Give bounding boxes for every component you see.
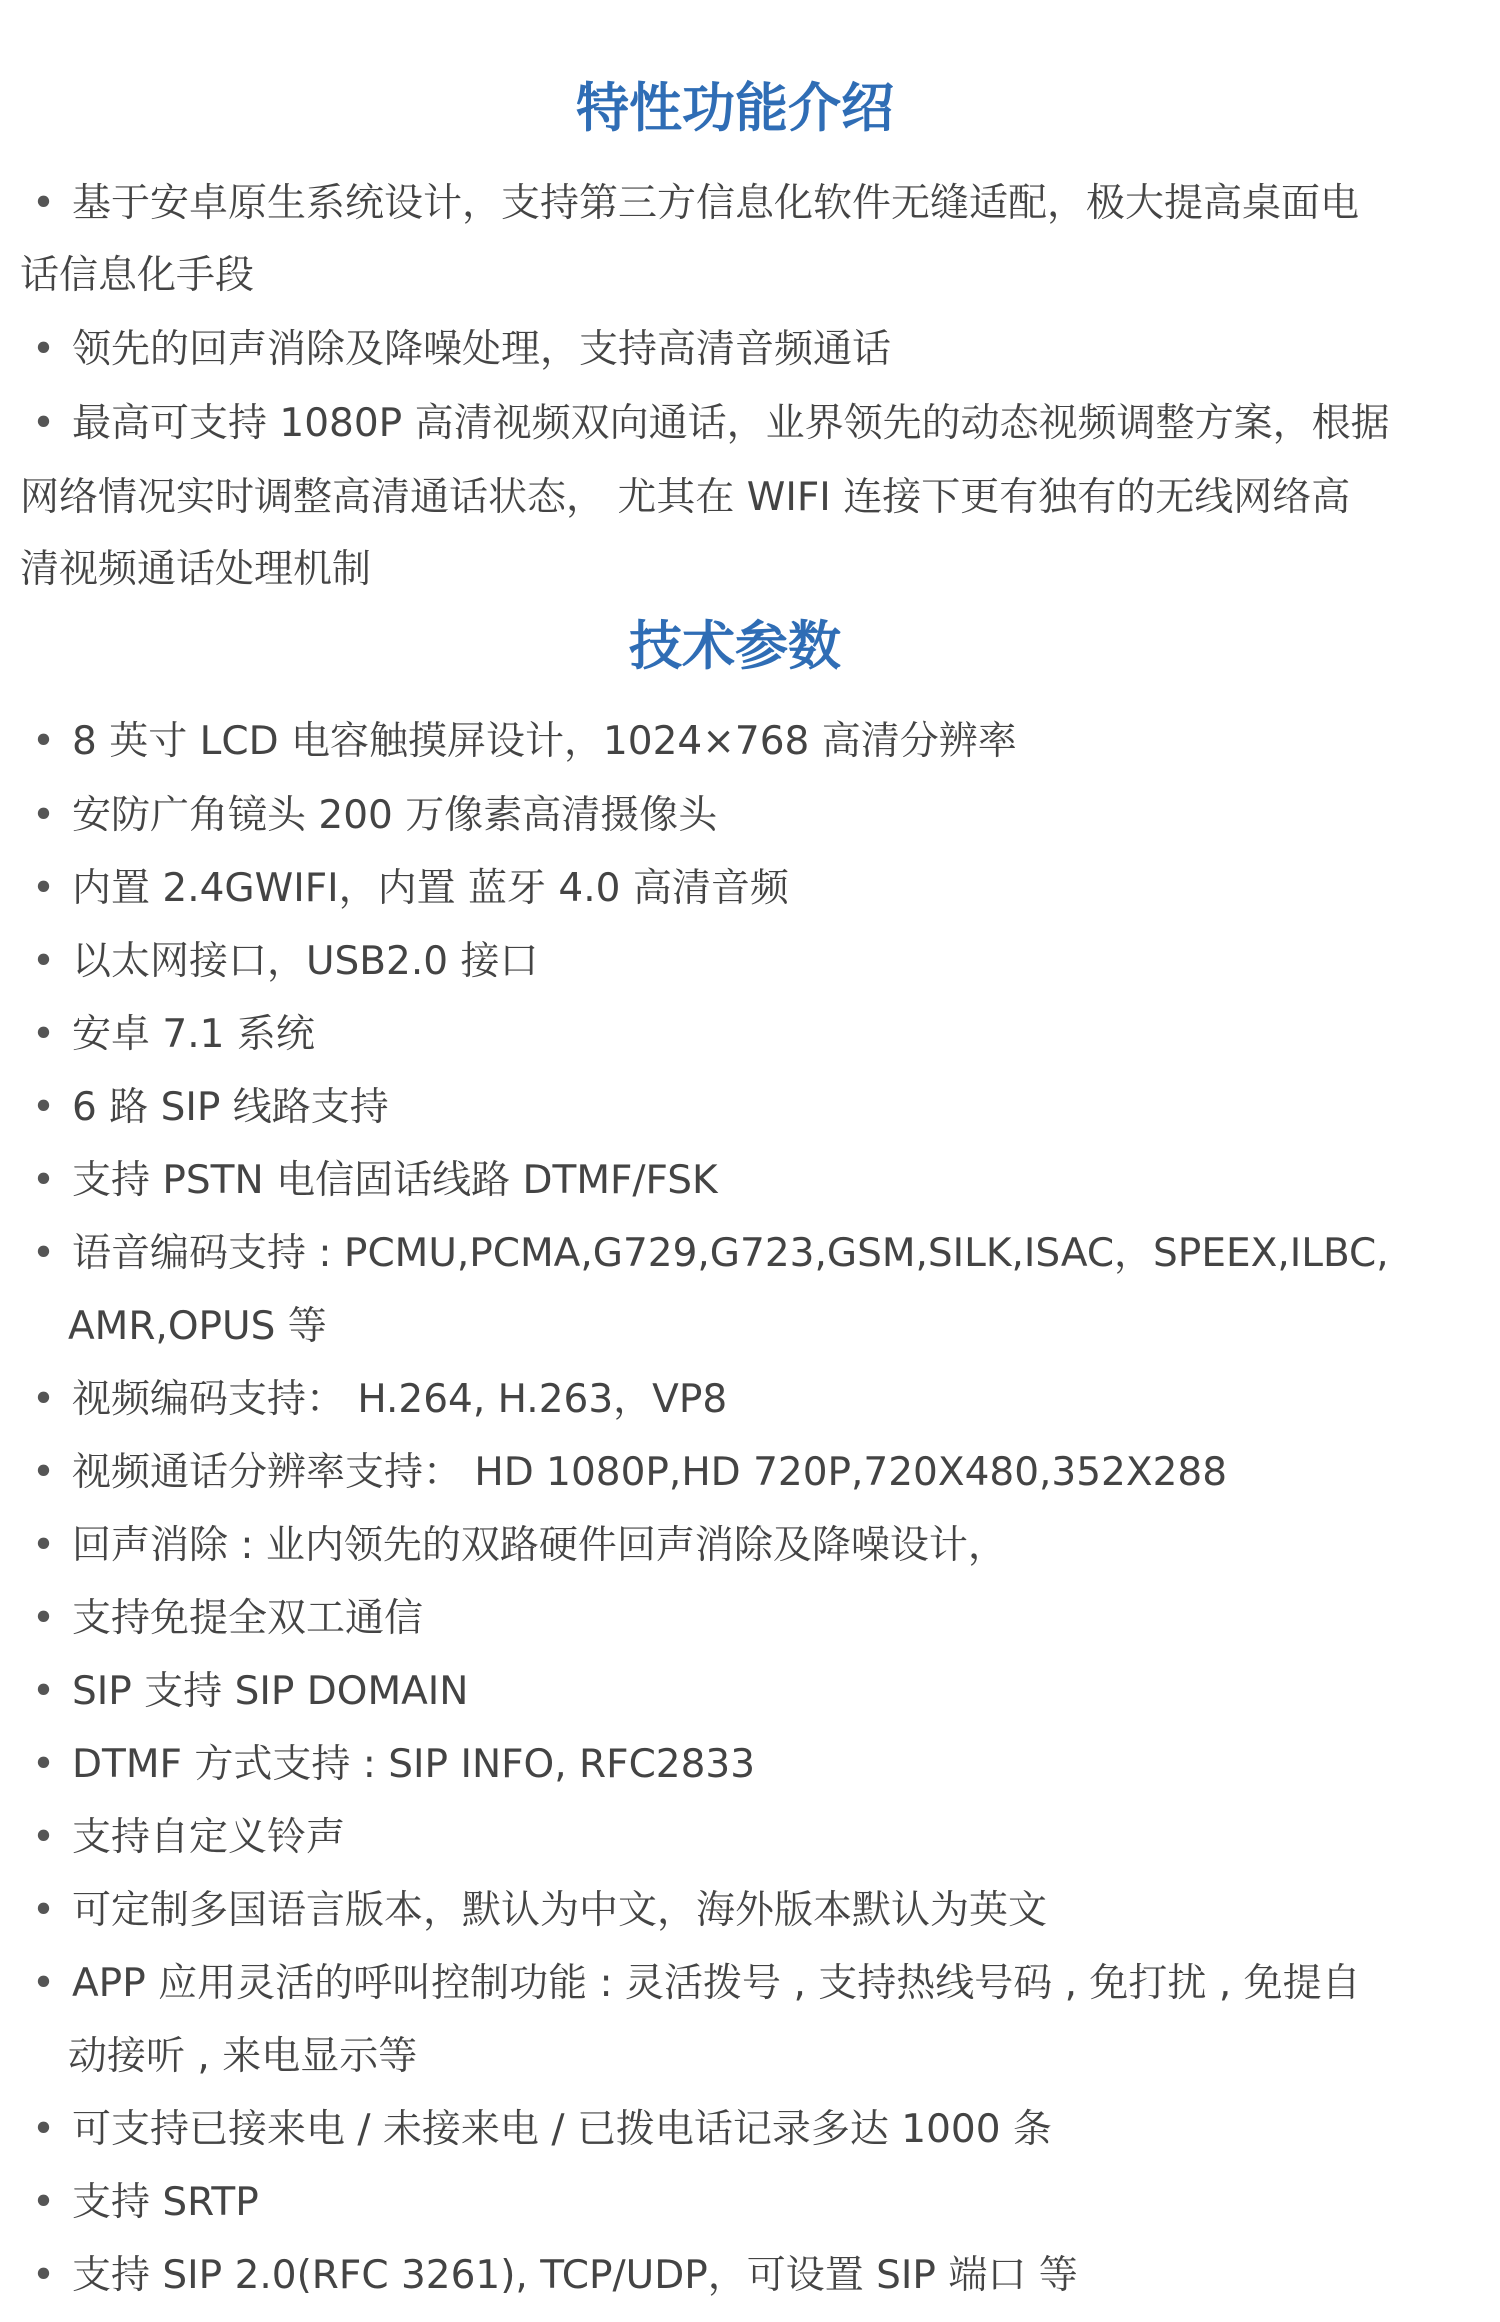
spec-item-8-cont [20, 1291, 1500, 1363]
spec-item-4 [20, 926, 1480, 998]
bullet-icon: • [32, 1888, 56, 1933]
spec-item-text: 支持自定义铃声 [72, 1815, 346, 1860]
spec-item-text: 安卓 7.1 系统 [72, 1012, 315, 1057]
spec-item-text: 可定制多国语言版本，默认为中文，海外版本默认为英文 [72, 1888, 1048, 1933]
feature-item-1-cont [20, 240, 1480, 312]
bullet-icon: • [32, 939, 56, 984]
spec-item-18 [20, 2094, 1480, 2166]
feature-item-2 [20, 314, 1480, 386]
spec-item-8 [20, 1218, 1480, 1290]
spec-item-20 [20, 2240, 1480, 2312]
features-title: 特性功能介绍 [576, 78, 894, 139]
bullet-icon: • [32, 1085, 56, 1130]
spec-item-15 [20, 1802, 1480, 1874]
spec-item-text: APP 应用灵活的呼叫控制功能 : 灵活拨号 , 支持热线号码 , 免打扰 , 免提自 [72, 1961, 1361, 2006]
spec-item-12 [20, 1583, 1480, 1655]
bullet-icon: • [32, 1231, 56, 1276]
spec-item-7 [20, 1145, 1480, 1217]
bullet-icon: • [32, 793, 56, 838]
spec-item-text: 视频编码支持： H.264, H.263，VP8 [72, 1377, 728, 1422]
bullet-icon: • [32, 1523, 56, 1568]
spec-item-text: 支持免提全双工通信 [72, 1596, 424, 1641]
spec-item-text: DTMF 方式支持 : SIP INFO, RFC2833 [72, 1742, 756, 1787]
bullet-icon: • [32, 1158, 56, 1203]
spec-item-14 [20, 1729, 1480, 1801]
feature-item-text: 领先的回声消除及降噪处理，支持高清音频通话 [72, 327, 892, 372]
spec-item-text: 支持 SRTP [72, 2180, 259, 2225]
spec-item-5 [20, 999, 1480, 1071]
bullet-icon: • [32, 2253, 56, 2298]
spec-item-text: 支持 SIP 2.0(RFC 3261), TCP/UDP，可设置 SIP 端口 等 [72, 2253, 1078, 2298]
spec-item-text: SIP 支持 SIP DOMAIN [72, 1669, 469, 1714]
feature-item-text: 清视频通话处理机制 [20, 547, 372, 592]
spec-item-3 [20, 853, 1480, 925]
spec-item-19 [20, 2167, 1480, 2239]
spec-item-text: 6 路 SIP 线路支持 [72, 1085, 389, 1130]
spec-item-17-cont [20, 2021, 1500, 2093]
spec-item-6 [20, 1072, 1480, 1144]
spec-item-text: 视频通话分辨率支持： HD 1080P,HD 720P,720X480,352X288 [72, 1450, 1228, 1495]
spec-item-17 [20, 1948, 1480, 2020]
spec-item-text: 语音编码支持 : PCMU,PCMA,G729,G723,GSM,SILK,ISAC，SPEEX,ILBC, [72, 1231, 1389, 1276]
feature-item-text: 网络情况实时调整高清通话状态， 尤其在 WIFI 连接下更有独有的无线网络高 [20, 475, 1351, 520]
bullet-icon: • [32, 1742, 56, 1787]
spec-item-text: 回声消除 : 业内领先的双路硬件回声消除及降噪设计， [72, 1523, 1007, 1568]
spec-item-text: 支持 PSTN 电信固话线路 DTMF/FSK [72, 1158, 718, 1203]
spec-item-text: 可支持已接来电 / 未接来电 / 已拨电话记录多达 1000 条 [72, 2107, 1052, 2152]
specs-title: 技术参数 [629, 616, 841, 677]
bullet-icon: • [32, 1669, 56, 1714]
spec-item-text: 以太网接口，USB2.0 接口 [72, 939, 539, 984]
spec-item-text: 动接听 , 来电显示等 [68, 2034, 418, 2079]
bullet-icon: • [32, 2180, 56, 2225]
spec-item-text: AMR,OPUS 等 [68, 1304, 327, 1349]
spec-item-13 [20, 1656, 1480, 1728]
bullet-icon: • [32, 181, 56, 226]
spec-item-text: 安防广角镜头 200 万像素高清摄像头 [72, 793, 718, 838]
bullet-icon: • [32, 866, 56, 911]
feature-item-text: 最高可支持 1080P 高清视频双向通话，业界领先的动态视频调整方案，根据 [72, 401, 1390, 446]
bullet-icon: • [32, 1596, 56, 1641]
bullet-icon: • [32, 401, 56, 446]
bullet-icon: • [32, 1450, 56, 1495]
bullet-icon: • [32, 1377, 56, 1422]
spec-item-2 [20, 780, 1480, 852]
feature-item-text: 话信息化手段 [20, 253, 255, 298]
spec-item-10 [20, 1437, 1480, 1509]
bullet-icon: • [32, 2107, 56, 2152]
bullet-icon: • [32, 1012, 56, 1057]
spec-item-1 [20, 706, 1480, 778]
feature-item-3-cont [20, 534, 1480, 606]
spec-item-16 [20, 1875, 1480, 1947]
bullet-icon: • [32, 719, 56, 764]
spec-item-text: 8 英寸 LCD 电容触摸屏设计，1024×768 高清分辨率 [72, 719, 1017, 764]
bullet-icon: • [32, 1815, 56, 1860]
bullet-icon: • [32, 1961, 56, 2006]
feature-item-3 [20, 388, 1480, 460]
spec-item-9 [20, 1364, 1480, 1436]
spec-item-text: 内置 2.4GWIFI，内置 蓝牙 4.0 高清音频 [72, 866, 789, 911]
feature-item-text: 基于安卓原生系统设计，支持第三方信息化软件无缝适配，极大提高桌面电 [72, 181, 1360, 226]
feature-item-1 [20, 168, 1480, 240]
bullet-icon: • [32, 327, 56, 372]
spec-item-11 [20, 1510, 1480, 1582]
feature-item-3-cont [20, 462, 1480, 534]
